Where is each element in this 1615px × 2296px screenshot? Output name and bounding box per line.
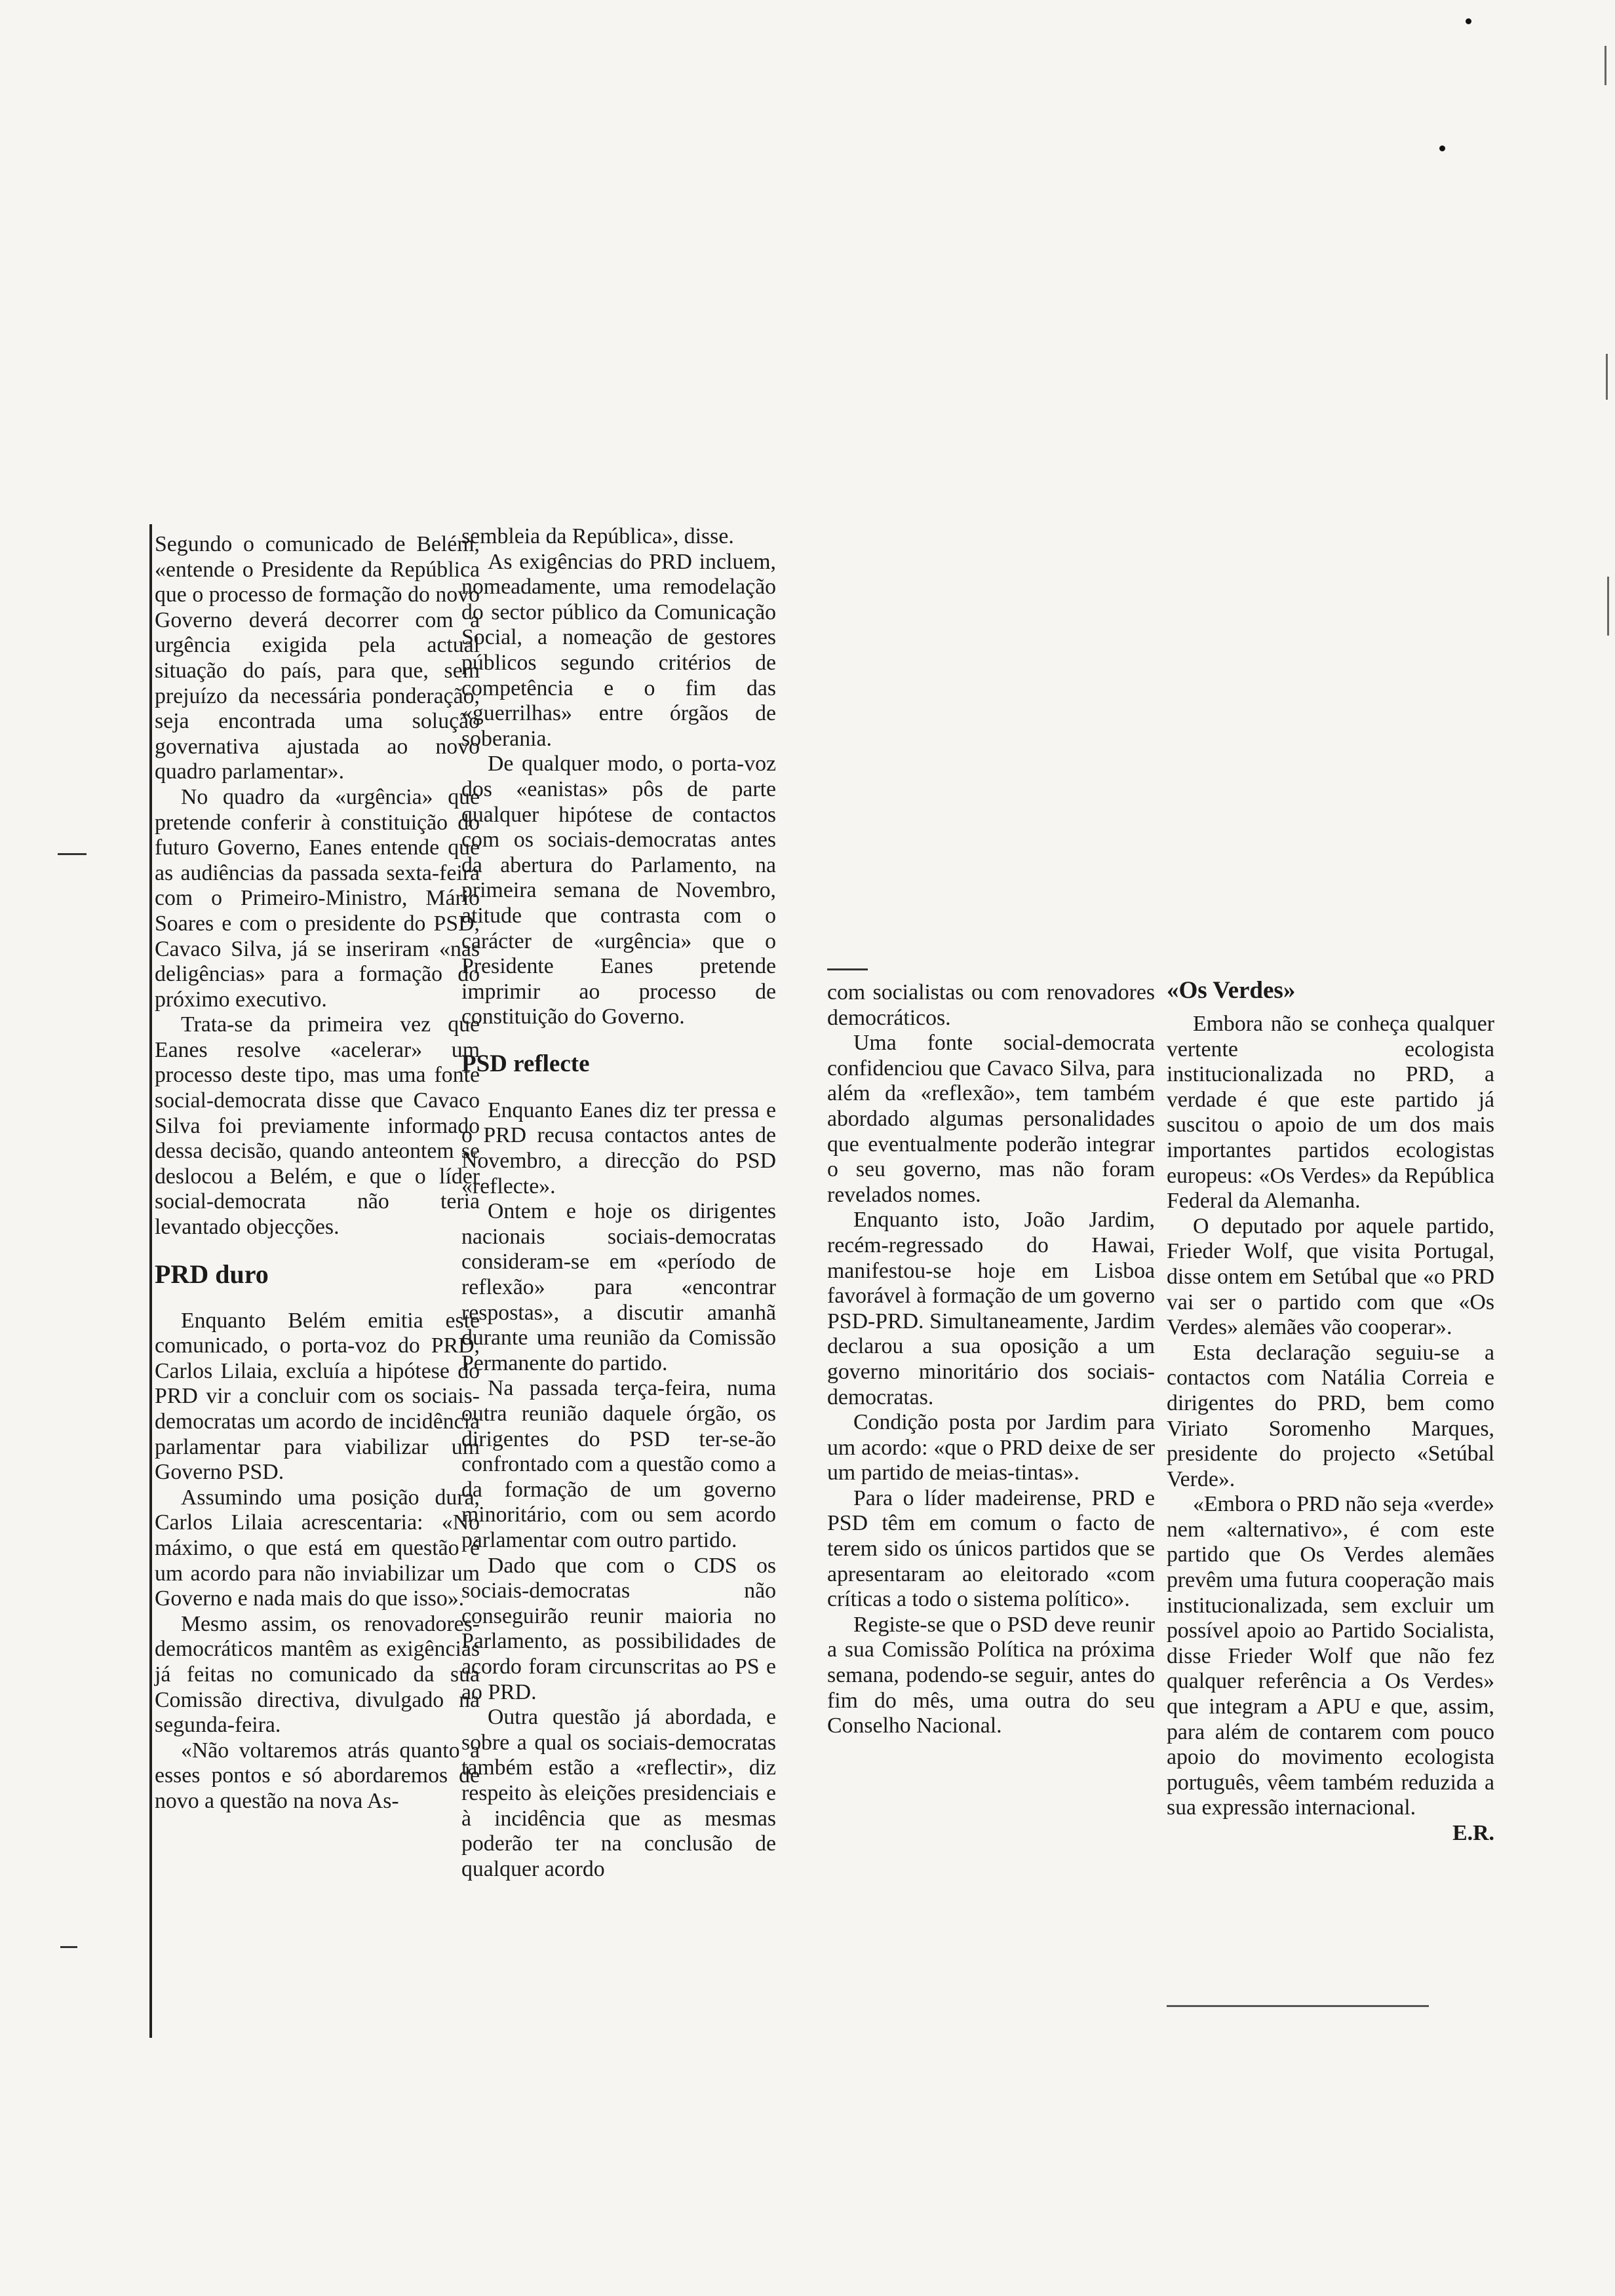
margin-dash [58,853,87,855]
paragraph: Segundo o comunicado de Belém, «entende o Presidente da República que o processo de formação do novo Governo deverá decorrer com a urgência exigida pela actual situação do país, para que, sem prejuízo da necessária ponderação, seja encontrada uma solução governativa ajustada ao novo quadro parlamentar». [155,532,480,784]
paragraph: «Embora o PRD não seja «verde» nem «alternativo», é com este partido que Os Verdes alemães prevêm uma futura cooperação mais institucionalizada, sem excluir um possível apoio ao Partido Socialista, disse Frieder Wolf que não fez qualquer referência a Os Verdes» que integram a APU e que, assim, para além de contarem com pouco apoio do movimento ecologista português, vêem também reduzida a sua expressão internacional. [1167,1492,1494,1820]
section-heading: PRD duro [155,1259,269,1289]
paragraph: Enquanto Eanes diz ter pressa e o PRD recusa contactos antes de Novembro, a direcção do PSD «reflecte». [461,1098,776,1198]
paragraph: Condição posta por Jardim para um acordo: «que o PRD deixe de ser um partido de meias-tintas». [827,1410,1155,1485]
paragraph: Registe-se que o PSD deve reunir a sua Comissão Política na próxima semana, podendo-se seguir, antes do fim do mês, uma outra do seu Conselho Nacional. [827,1612,1155,1738]
margin-dash [60,1946,77,1948]
paragraph: Assumindo uma posição dura, Carlos Lilaia acrescentaria: «No máximo, o que está em questão é um acordo para não inviabilizar um Governo e nada mais do que isso». [155,1485,480,1611]
paragraph: Outra questão já abordada, e sobre a qual os sociais-democratas também estão a «reflectir», diz respeito às eleições presidenciais e à incidência que as mesmas poderão ter na conclusão de qualquer acordo [461,1705,776,1881]
paragraph: sembleia da República», disse. [461,524,734,548]
paragraph: Uma fonte social-democrata confidenciou que Cavaco Silva, para além da «reflexão», tem também abordado algumas personalidades que eventualmente poderão integrar o seu governo, mas não foram revelados nomes. [827,1031,1155,1207]
margin-dash [827,968,868,970]
section-heading: PSD reflecte [461,1050,590,1077]
paragraph: Embora não se conheça qualquer vertente ecologista institucionalizada no PRD, a verdade é que este partido já suscitou o apoio de um dos mais importantes partidos ecologistas europeus: «Os Verdes» da República Federal da Alemanha. [1167,1012,1494,1214]
author-signature: E.R. [1452,1821,1494,1845]
paragraph: O deputado por aquele partido, Frieder Wolf, que visita Portugal, disse ontem em Setúbal que «o PRD vai ser o partido com que «Os Verdes» alemães vão cooperar». [1167,1214,1494,1340]
paragraph: Enquanto Belém emitia este comunicado, o porta-voz do PRD, Carlos Lilaia, excluía a hipótese do PRD vir a concluir com os sociais-democratas um acordo de incidência parlamentar para viabilizar um Governo PSD. [155,1308,480,1485]
paragraph: Para o líder madeirense, PRD e PSD têm em comum o facto de terem sido os únicos partidos que se apresentaram ao eleitorado «com críticas a todo o sistema político». [827,1485,1155,1612]
paragraph: Trata-se da primeira vez que Eanes resolve «acelerar» um processo deste tipo, mas uma fonte social-democrata disse que Cavaco Silva foi previamente informado dessa decisão, quando anteontem se deslocou a Belém, e que o líder social-democrata não teria levantado objecções. [155,1012,480,1240]
scan-edge-mark [1605,46,1606,85]
paragraph: Enquanto isto, João Jardim, recém-regressado do Hawai, manifestou-se hoje em Lisboa favorável à formação de um governo PSD-PRD. Simultaneamente, Jardim declarou a sua oposição a um governo minoritário dos sociais-democratas. [827,1208,1155,1409]
paragraph: Esta declaração seguiu-se a contactos com Natália Correia e dirigentes do PRD, bem como Viriato Soromenho Marques, presidente do projecto «Setúbal Verde». [1167,1340,1494,1491]
paragraph: Mesmo assim, os renovadores-democráticos mantêm as exigências já feitas no comunicado da sua Comissão directiva, divulgado na segunda-feira. [155,1611,480,1738]
scan-edge-mark [1606,354,1608,400]
paragraph: com socialistas ou com renovadores democráticos. [827,980,1155,1030]
paragraph: Na passada terça-feira, numa outra reunião daquele órgão, os dirigentes do PSD ter-se-ão confrontado com a questão como a da formação de um governo minoritário, com ou sem acordo parlamentar com outro partido. [461,1376,776,1552]
section-heading: «Os Verdes» [1167,977,1296,1004]
paragraph: No quadro da «urgência» que pretende conferir à constituição do futuro Governo, Eanes entende que as audiências da passada sexta-feira com o Primeiro-Ministro, Mário Soares e com o presidente do PSD, Cavaco Silva, já se inseriram «nas deligências» para a formação do próximo executivo. [155,784,480,1012]
scan-speck [1439,145,1445,151]
bottom-rule [1167,2005,1429,2007]
paragraph: As exigências do PRD incluem, nomeadamente, uma remodelação do sector público da Comunicação Social, a nomeação de gestores públicos segundo critérios de competência e o fim das «guerrilhas» entre órgãos de soberania. [461,549,776,751]
paragraph: Ontem e hoje os dirigentes nacionais sociais-democratas consideram-se em «período de reflexão» para «encontrar respostas», a discutir amanhã durante uma reunião da Comissão Permanente do partido. [461,1199,776,1375]
scan-edge-mark [1607,577,1609,636]
article-column-3 [827,980,1155,1739]
article-column-2 [461,524,776,1882]
paragraph: «Não voltaremos atrás quanto a esses pontos e só abordaremos de novo a questão na nova As- [155,1738,480,1813]
scan-speck [1466,18,1471,24]
article-column-1 [155,532,480,1814]
paragraph: Dado que com o CDS os sociais-democratas não conseguirão reunir maioria no Parlamento, as possibilidades de acordo foram circunscritas ao PS e ao PRD. [461,1553,776,1704]
paragraph: De qualquer modo, o porta-voz dos «eanistas» pôs de parte qualquer hipótese de contactos com os sociais-democratas antes da abertura do Parlamento, na primeira semana de Novembro, atitude que contrasta com o carácter de «urgência» que o Presidente Eanes pretende imprimir ao processo de constituição do Governo. [461,752,776,1029]
article-column-4 [1167,976,1494,1846]
clipping-left-edge [149,524,152,2038]
